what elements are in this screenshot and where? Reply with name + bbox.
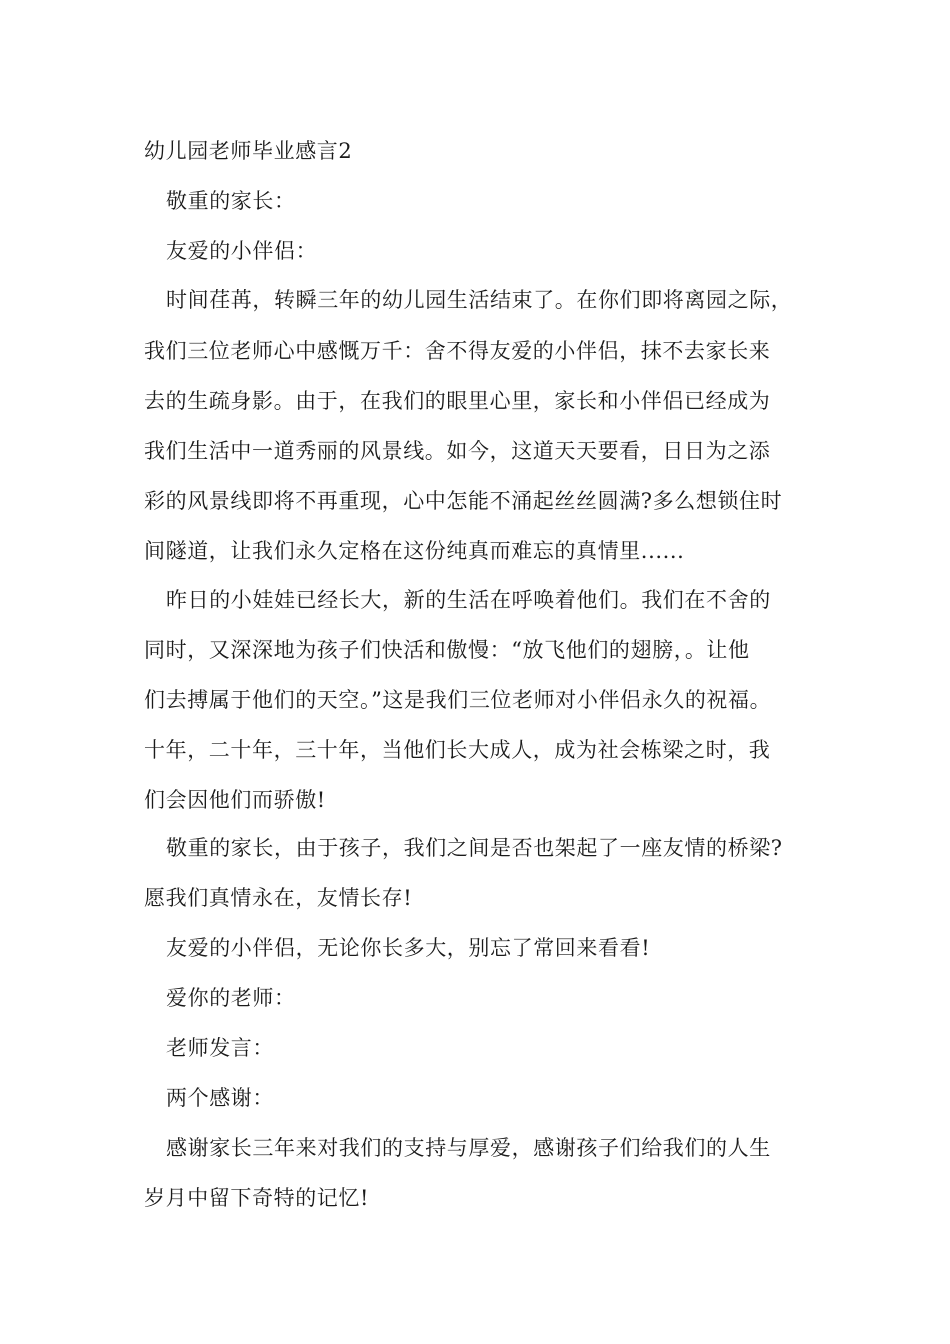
paragraph-line: 间隧道，让我们永久定格在这份纯真而难忘的真情里...... [144, 539, 685, 563]
paragraph-line: 彩的风景线即将不再重现，心中怎能不涌起丝丝圆满?多么想锁住时 [144, 489, 783, 513]
paragraph-line: 我们三位老师心中感慨万千：舍不得友爱的小伴侣，抹不去家长来 [144, 339, 771, 363]
paragraph-line: 时间荏苒，转瞬三年的幼儿园生活结束了。在你们即将离园之际， [166, 288, 793, 312]
salutation-children: 友爱的小伴侣： [166, 239, 318, 263]
paragraph-line: 们会因他们而骄傲! [144, 788, 326, 812]
paragraph-line: 同时，又深深地为孩子们快活和傲慢：“放飞他们的翅膀，。让他 [144, 638, 750, 662]
paragraph-line: 十年，二十年，三十年，当他们长大成人，成为社会栋梁之时，我 [144, 738, 771, 762]
paragraph-line: 我们生活中一道秀丽的风景线。如今，这道天天要看，日日为之添 [144, 439, 771, 463]
paragraph-line: 敬重的家长，由于孩子，我们之间是否也架起了一座友情的桥梁? [166, 836, 783, 860]
paragraph-line: 们去搏属于他们的天空。”这是我们三位老师对小伴侣永久的祝福。 [144, 688, 772, 712]
document-title: 幼儿园老师毕业感言2 [144, 139, 353, 163]
section-subheading: 两个感谢： [166, 1086, 274, 1110]
paragraph-line: 感谢家长三年来对我们的支持与厚爱，感谢孩子们给我们的人生 [166, 1136, 771, 1160]
paragraph-line: 愿我们真情永在，友情长存! [144, 886, 413, 910]
paragraph-line: 岁月中留下奇特的记忆! [144, 1186, 370, 1210]
paragraph-line: 昨日的小娃娃已经长大，新的生活在呼唤着他们。我们在不舍的 [166, 588, 771, 612]
paragraph-line: 去的生疏身影。由于，在我们的眼里心里，家长和小伴侣已经成为 [144, 389, 771, 413]
closing-signature: 爱你的老师： [166, 986, 296, 1010]
salutation-parents: 敬重的家长： [166, 189, 296, 213]
paragraph-line: 友爱的小伴侣，无论你长多大，别忘了常回来看看! [166, 936, 651, 960]
section-heading: 老师发言： [166, 1036, 274, 1060]
